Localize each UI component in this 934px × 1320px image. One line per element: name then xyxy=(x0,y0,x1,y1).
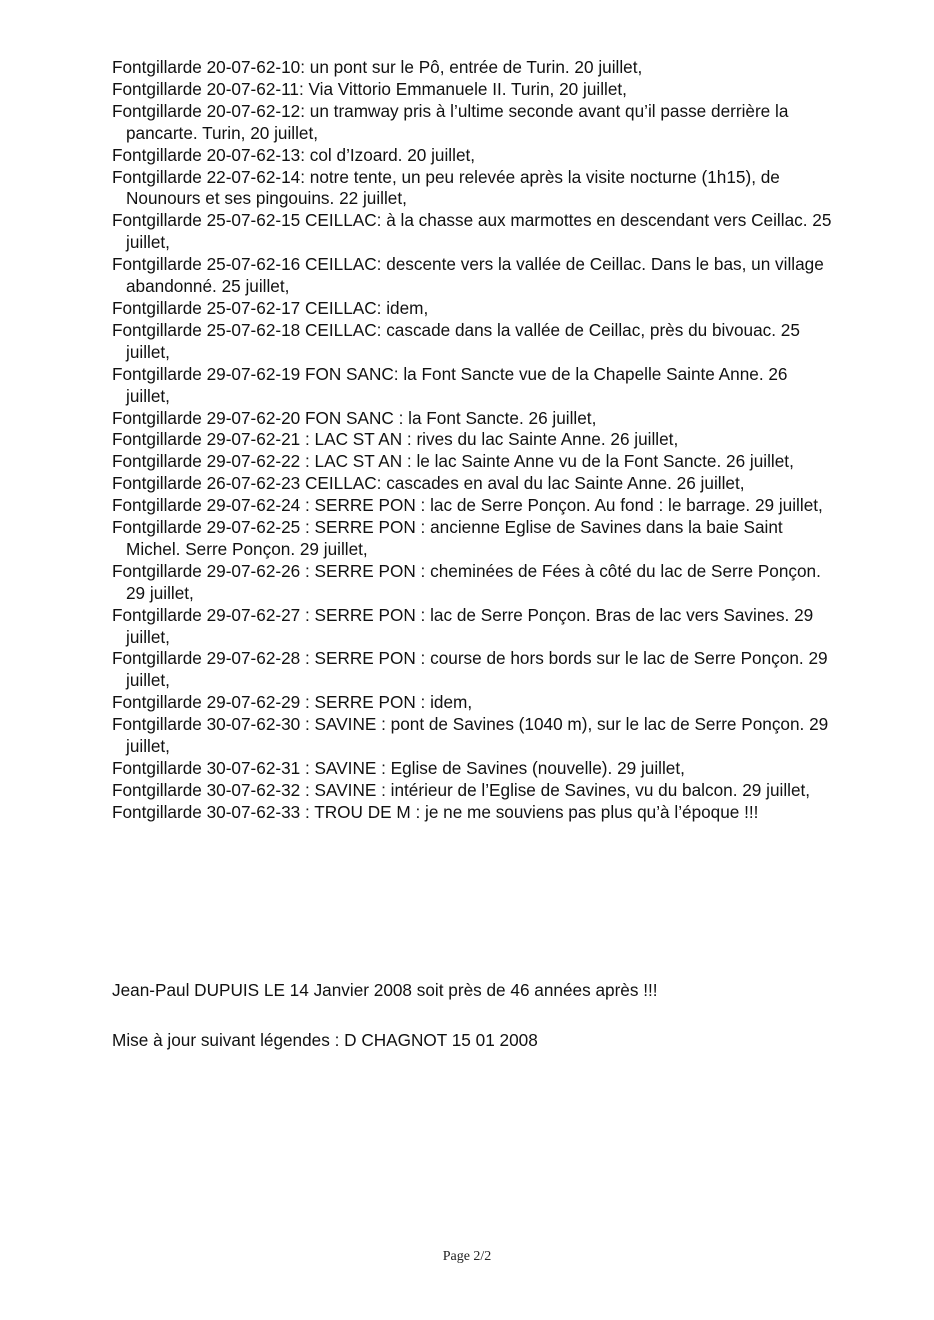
caption-entry: Fontgillarde 20-07-62-13: col d’Izoard. 20 juillet, xyxy=(112,144,476,165)
caption-entry: Fontgillarde 29-07-62-20 FON SANC : la Font Sancte. 26 juillet, xyxy=(112,407,597,428)
page-number: Page 2/2 xyxy=(442,1249,492,1264)
caption-entry: Fontgillarde 25-07-62-17 CEILLAC: idem, xyxy=(112,297,429,318)
caption-entry: Fontgillarde 30-07-62-31 : SAVINE : Eglise de Savines (nouvelle). 29 juillet, xyxy=(112,758,685,778)
caption-entry: Fontgillarde 22-07-62-14: notre tente, un peu relevée après la visite nocturne (1h15), de Nounours et ses pingouins. 22 juillet, xyxy=(112,166,780,209)
update-note: Mise à jour suivant légendes : D CHAGNOT 15 01 2008 xyxy=(112,1030,538,1050)
caption-entry: Fontgillarde 29-07-62-25 : SERRE PON : ancienne Eglise de Savines dans la baie Saint Michel. Serre Ponçon. 29 juillet, xyxy=(112,517,783,559)
caption-entry: Fontgillarde 25-07-62-16 CEILLAC: descente vers la vallée de Ceillac. Dans le bas, un village abandonné. 25 juillet, xyxy=(112,254,824,297)
caption-entry: Fontgillarde 29-07-62-24 : SERRE PON : lac de Serre Ponçon. Au fond : le barrage. 29 juillet, xyxy=(112,495,823,516)
caption-entry: Fontgillarde 30-07-62-33 : TROU DE M : je ne me souviens pas plus qu’à l’époque !!! xyxy=(112,801,759,822)
caption-entry: Fontgillarde 29-07-62-19 FON SANC: la Font Sancte vue de la Chapelle Sainte Anne. 26 juillet, xyxy=(112,363,788,406)
caption-entry: Fontgillarde 20-07-62-10: un pont sur le Pô, entrée de Turin. 20 juillet, xyxy=(112,57,643,77)
author-signature-line: Jean-Paul DUPUIS LE 14 Janvier 2008 soit près de 46 années après !!! xyxy=(112,980,658,1000)
caption-entry: Fontgillarde 29-07-62-22 : LAC ST AN : le lac Sainte Anne vu de la Font Sancte. 26 juillet, xyxy=(112,451,794,472)
caption-entry: Fontgillarde 29-07-62-27 : SERRE PON : lac de Serre Ponçon. Bras de lac vers Savines. 29 juillet, xyxy=(112,604,814,647)
caption-entry: Fontgillarde 25-07-62-15 CEILLAC: à la chasse aux marmottes en descendant vers Ceillac. 25 juillet, xyxy=(112,210,832,253)
caption-entry: Fontgillarde 26-07-62-23 CEILLAC: cascades en aval du lac Sainte Anne. 26 juillet, xyxy=(112,473,745,494)
caption-entry: Fontgillarde 30-07-62-30 : SAVINE : pont de Savines (1040 m), sur le lac de Serre Ponçon. 29 juillet, xyxy=(112,714,829,757)
caption-list xyxy=(112,57,832,824)
caption-entry: Fontgillarde 29-07-62-26 : SERRE PON : cheminées de Fées à côté du lac de Serre Ponçon. 29 juillet, xyxy=(112,560,821,603)
caption-entry: Fontgillarde 29-07-62-29 : SERRE PON : idem, xyxy=(112,692,473,713)
caption-entry: Fontgillarde 29-07-62-28 : SERRE PON : course de hors bords sur le lac de Serre Ponçon. 29 juillet, xyxy=(112,648,828,691)
caption-entry: Fontgillarde 25-07-62-18 CEILLAC: cascade dans la vallée de Ceillac, près du bivouac. 25 juillet, xyxy=(112,319,800,362)
caption-entry: Fontgillarde 30-07-62-32 : SAVINE : intérieur de l’Eglise de Savines, vu du balcon. 29 juillet, xyxy=(112,779,811,800)
caption-entry: Fontgillarde 20-07-62-11: Via Vittorio Emmanuele II. Turin, 20 juillet, xyxy=(112,78,627,99)
caption-entry: Fontgillarde 29-07-62-21 : LAC ST AN : rives du lac Sainte Anne. 26 juillet, xyxy=(112,429,679,450)
caption-entry: Fontgillarde 20-07-62-12: un tramway pris à l’ultime seconde avant qu’il passe derrière la pancarte. Turin, 20 juillet, xyxy=(112,100,789,143)
